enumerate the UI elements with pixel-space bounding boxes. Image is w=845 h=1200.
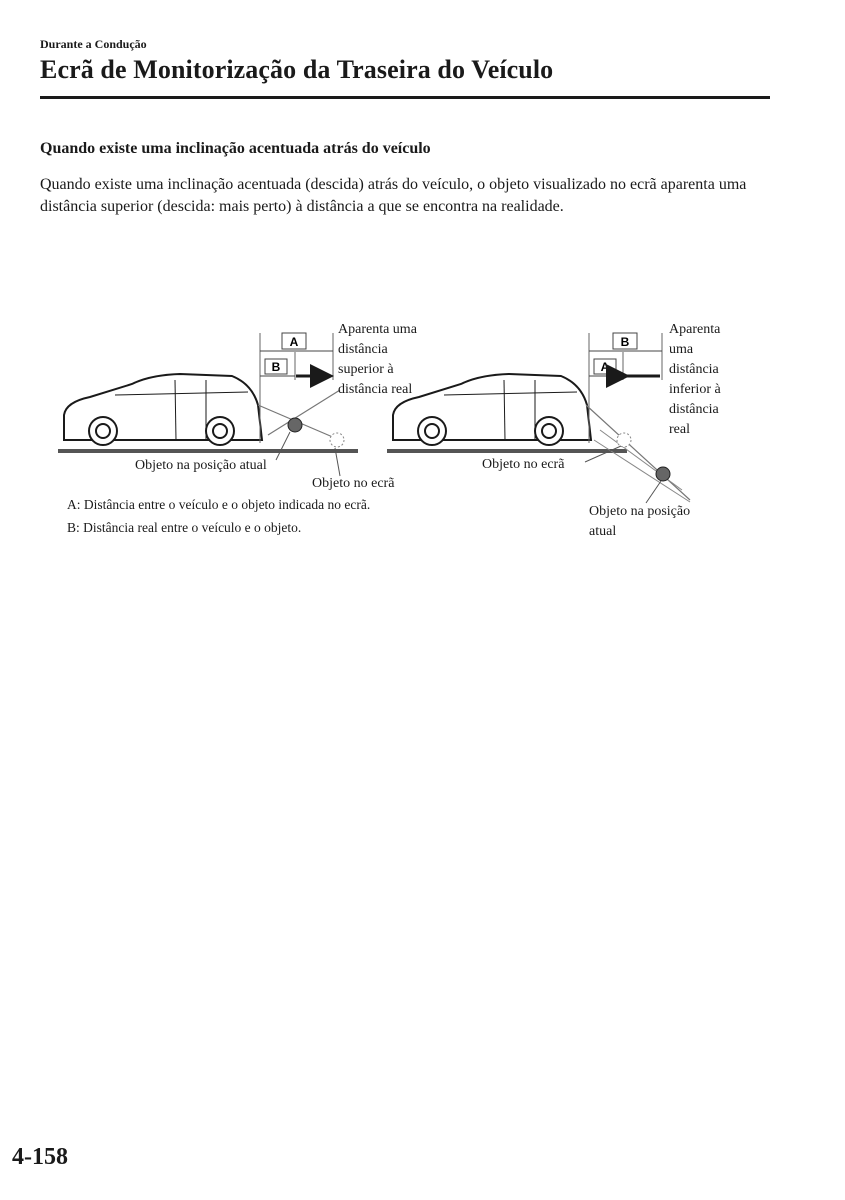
dim-a-label-left: A xyxy=(289,335,299,349)
subheading: Quando existe uma inclinação acentuada atrás do veículo xyxy=(40,140,431,157)
body-paragraph: Quando existe uma inclinação acentuada (descida) atrás do veículo, o objeto visualizado no ecrã aparenta uma distância superior (descida: mais perto) à distância a que se encontra na realidade. xyxy=(40,176,747,215)
right-label-actual-line: Objeto na posição xyxy=(589,504,691,519)
right-callout xyxy=(669,320,721,440)
left-label-actual: Objeto na posição atual xyxy=(135,458,267,473)
right-label-screen: Objeto no ecrã xyxy=(482,457,565,472)
left-callout-line: Aparenta uma xyxy=(338,322,417,337)
right-callout-line: uma xyxy=(669,342,694,357)
right-callout-line: distância xyxy=(669,402,719,417)
left-callout-line: superior à xyxy=(338,362,394,377)
note-a: A: Distância entre o veículo e o objeto indicada no ecrã. xyxy=(67,497,371,512)
dim-b-label-right: B xyxy=(620,335,630,349)
page-number: 4-158 xyxy=(12,1144,68,1170)
section-label: Durante a Condução xyxy=(40,37,147,51)
page-title: Ecrã de Monitorização da Traseira do Veículo xyxy=(40,55,554,84)
note-b: B: Distância real entre o veículo e o objeto. xyxy=(67,520,302,535)
right-callout-line: distância xyxy=(669,362,719,377)
car-icon xyxy=(393,374,591,445)
left-callout-line: distância real xyxy=(338,382,413,397)
right-callout-line: Aparenta xyxy=(669,322,721,337)
right-callout-line: real xyxy=(669,422,690,437)
right-callout-line: inferior à xyxy=(669,382,721,397)
dim-a-label-right: A xyxy=(600,360,610,374)
left-callout-line: distância xyxy=(338,342,388,357)
ground-line xyxy=(387,449,627,453)
object-actual-icon xyxy=(656,467,670,481)
right-label-actual xyxy=(589,502,690,542)
dim-b-label-left: B xyxy=(271,360,281,374)
left-label-screen: Objeto no ecrã xyxy=(312,476,395,491)
right-label-actual-line: atual xyxy=(589,524,617,539)
object-screen-icon xyxy=(617,433,631,447)
